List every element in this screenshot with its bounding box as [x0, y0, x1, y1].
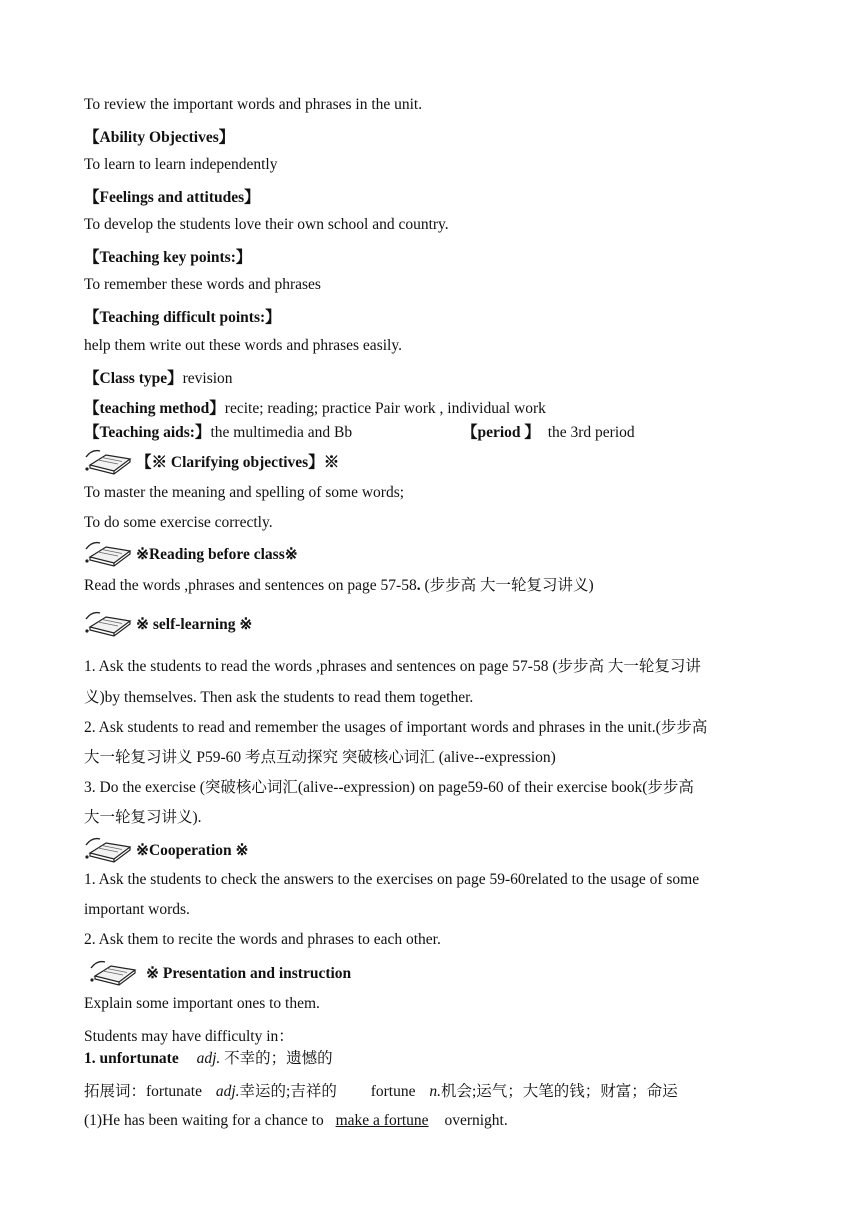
teaching-aids-line — [84, 420, 352, 442]
teaching-aids-value: the multimedia and Bb — [210, 424, 353, 441]
book-icon — [84, 956, 144, 986]
extension-word-2: fortune — [370, 1083, 416, 1100]
period-label: 【period 】 — [462, 424, 540, 441]
vocab-number: 1. — [84, 1050, 96, 1067]
extension-label: 拓展词：fortunate — [84, 1083, 202, 1100]
section-clarifying — [84, 445, 339, 475]
cooperation-1a: 1. Ask the students to check the answers to the exercises on page 59-60related to the usage of some — [84, 871, 700, 888]
teaching-method-label: 【teaching method】 — [84, 400, 225, 417]
class-type-label: 【Class type】 — [84, 370, 183, 387]
cooperation-2: 2. Ask them to recite the words and phrases to each other. — [84, 931, 441, 948]
self-learning-3b: 大一轮复习讲义). — [84, 809, 202, 826]
reading-text-source: (步步高 大一轮复习讲义) — [420, 577, 594, 594]
teaching-method-value: recite; reading; practice Pair work , individual work — [224, 400, 546, 417]
example-sentence-start: (1)He has been waiting for a chance to — [84, 1112, 324, 1129]
presentation-text-2: Students may have difficulty in： — [84, 1028, 294, 1045]
heading-feelings: 【Feelings and attitudes】 — [84, 189, 260, 206]
vocab-meaning: 不幸的；遗憾的 — [224, 1050, 333, 1067]
extension-pos-2: n. — [429, 1083, 441, 1100]
vocab-word: unfortunate — [99, 1050, 179, 1067]
heading-clarifying-objectives: 【※ Clarifying objectives】※ — [136, 454, 340, 471]
example-sentence-1 — [84, 1112, 508, 1130]
heading-key-points: 【Teaching key points:】 — [84, 249, 252, 266]
self-learning-3a: 3. Do the exercise (突破核心词汇(alive--expression) on page59-60 of their exercise book(步步高 — [84, 779, 694, 796]
reading-text — [84, 573, 594, 595]
reading-text-main: Read the words ,phrases and sentences on page 57-58 — [84, 577, 417, 594]
vocab-item-1 — [84, 1046, 333, 1068]
self-learning-1b: 义)by themselves. Then ask the students to read them together. — [84, 689, 474, 706]
example-sentence-end: overnight. — [444, 1112, 508, 1129]
example-answer-blank: make a fortune — [335, 1112, 429, 1129]
heading-reading-before-class: ※Reading before class※ — [136, 546, 298, 563]
book-icon — [84, 607, 134, 637]
book-icon — [84, 833, 134, 863]
objective-text: To review the important words and phrases in the unit. — [84, 96, 423, 113]
period-value: the 3rd period — [547, 424, 635, 441]
extension-line — [84, 1079, 678, 1101]
teaching-aids-label: 【Teaching aids:】 — [84, 424, 211, 441]
heading-presentation: ※ Presentation and instruction — [146, 965, 352, 982]
teaching-method-line — [84, 396, 546, 418]
period-line — [462, 420, 635, 442]
section-reading-before-class — [84, 537, 298, 567]
book-icon — [84, 537, 134, 567]
section-cooperation — [84, 833, 249, 863]
class-type-value: revision — [182, 370, 233, 387]
section-presentation — [84, 956, 351, 986]
vocab-pos: adj. — [196, 1050, 221, 1067]
reading-text-period: . — [416, 577, 421, 594]
heading-ability-objectives: 【Ability Objectives】 — [84, 129, 235, 146]
self-learning-2b: 大一轮复习讲义 P59-60 考点互动探究 突破核心词汇 (alive--expression) — [84, 749, 556, 766]
difficult-points-text: help them write out these words and phrases easily. — [84, 337, 402, 354]
heading-difficult-points: 【Teaching difficult points:】 — [84, 309, 281, 326]
feelings-text: To develop the students love their own school and country. — [84, 216, 449, 233]
heading-cooperation: ※Cooperation ※ — [136, 842, 249, 859]
cooperation-1b: important words. — [84, 901, 190, 918]
extension-pos-1: adj. — [215, 1083, 240, 1100]
book-icon — [84, 445, 134, 475]
extension-meaning-2: 机会;运气；大笔的钱；财富；命运 — [440, 1083, 678, 1100]
key-points-text: To remember these words and phrases — [84, 276, 321, 293]
ability-text: To learn to learn independently — [84, 156, 278, 173]
class-type-line — [84, 366, 233, 388]
clarify-text-2: To do some exercise correctly. — [84, 514, 273, 531]
extension-meaning-1: 幸运的;吉祥的 — [239, 1083, 337, 1100]
self-learning-1a: 1. Ask the students to read the words ,phrases and sentences on page 57-58 (步步高 大一轮复习讲 — [84, 658, 701, 675]
clarify-text-1: To master the meaning and spelling of some words; — [84, 484, 405, 501]
presentation-text-1: Explain some important ones to them. — [84, 995, 320, 1012]
self-learning-2a: 2. Ask students to read and remember the usages of important words and phrases in the unit.(步步高 — [84, 719, 708, 736]
section-self-learning — [84, 607, 252, 637]
heading-self-learning: ※ self-learning ※ — [136, 616, 253, 633]
